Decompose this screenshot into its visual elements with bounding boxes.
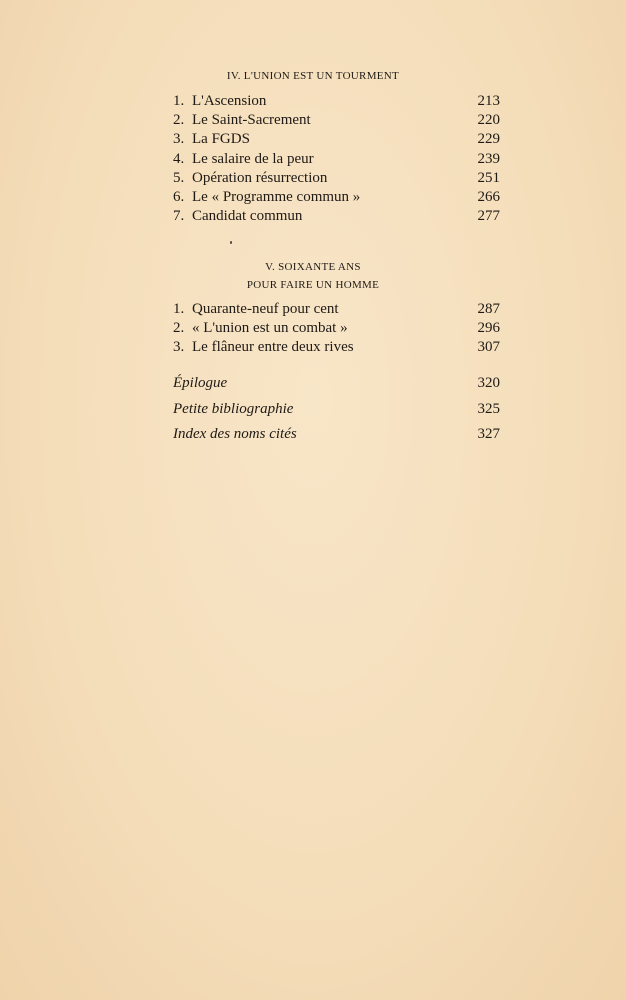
entry-title: Quarante-neuf pour cent	[192, 301, 339, 317]
entry-title: Candidat commun	[192, 208, 303, 225]
entry-title: L'Ascension	[192, 93, 267, 109]
entry-page-number: 251	[477, 169, 500, 186]
entry-number: 2.	[173, 320, 185, 337]
entry-number: 4.	[173, 150, 185, 167]
toc-entry-index[interactable]	[173, 422, 500, 448]
entry-page-number: 327	[477, 426, 500, 442]
toc-entry[interactable]	[173, 338, 500, 357]
entry-number: 6.	[173, 188, 185, 205]
entry-page-number: 213	[477, 93, 500, 109]
back-matter-entries	[173, 371, 500, 448]
entry-page-number: 320	[477, 375, 500, 391]
entry-title: Opération résurrection	[192, 169, 328, 186]
entry-title: « L'union est un combat »	[192, 320, 348, 337]
entry-number: 7.	[173, 208, 185, 225]
entry-title: Le Saint-Sacrement	[192, 112, 311, 129]
toc-entry[interactable]	[173, 207, 500, 226]
entry-title: Petite bibliographie	[173, 400, 294, 417]
entry-page-number: 307	[477, 339, 500, 356]
entry-page-number: 296	[477, 320, 500, 337]
ink-speck	[230, 241, 232, 244]
entry-number: 3.	[173, 339, 185, 356]
entry-number: 1.	[173, 93, 185, 109]
entry-page-number: 287	[477, 301, 500, 317]
toc-entry[interactable]	[173, 92, 500, 111]
entry-page-number: 266	[477, 188, 500, 205]
entry-number: 2.	[173, 112, 185, 129]
entry-title: Le salaire de la peur	[192, 150, 314, 167]
entry-title: Le « Programme commun »	[192, 188, 361, 205]
entry-number: 1.	[173, 301, 185, 317]
entry-title: Index des noms cités	[173, 426, 297, 442]
part-4-entries	[173, 92, 500, 226]
entry-number: 5.	[173, 169, 185, 186]
entry-page-number: 229	[477, 131, 500, 148]
entry-title: Le flâneur entre deux rives	[192, 339, 354, 356]
entry-title: La FGDS	[192, 131, 250, 148]
toc-entry-epilogue[interactable]	[173, 371, 500, 397]
toc-entry[interactable]	[173, 150, 500, 169]
toc-entry[interactable]	[173, 169, 500, 188]
toc-entry[interactable]	[173, 130, 500, 149]
entry-page-number: 220	[477, 112, 500, 129]
toc-entry-bibliography[interactable]	[173, 397, 500, 423]
entry-number: 3.	[173, 131, 185, 148]
toc-entry[interactable]	[173, 188, 500, 207]
entry-page-number: 325	[477, 400, 500, 417]
toc-entry[interactable]	[173, 300, 500, 319]
part-5-heading-line: V. SOIXANTE ANS	[265, 261, 361, 273]
toc-entry[interactable]	[173, 111, 500, 130]
entry-page-number: 239	[477, 150, 500, 167]
part-4-heading	[0, 67, 626, 85]
part-5-entries	[173, 300, 500, 358]
part-5-heading	[0, 258, 626, 294]
entry-title: Épilogue	[173, 375, 228, 391]
toc-entry[interactable]	[173, 319, 500, 338]
part-4-heading-line: IV. L'UNION EST UN TOURMENT	[226, 70, 400, 82]
part-5-heading-line: POUR FAIRE UN HOMME	[246, 279, 380, 291]
entry-page-number: 277	[477, 208, 500, 225]
